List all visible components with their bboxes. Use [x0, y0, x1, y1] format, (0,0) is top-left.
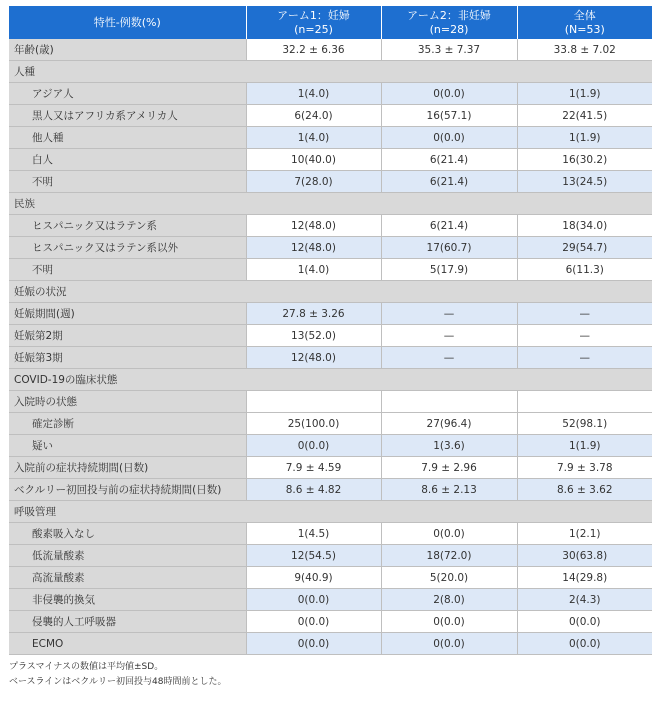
table-row	[9, 83, 652, 105]
row-label: 高流量酸素	[9, 567, 246, 589]
table-header-row	[9, 6, 652, 39]
total-value: 29(54.7)	[517, 237, 652, 259]
arm1-value: 0(0.0)	[246, 435, 381, 457]
arm1-value: 12(48.0)	[246, 215, 381, 237]
arm1-value: 12(48.0)	[246, 237, 381, 259]
arm1-value: 0(0.0)	[246, 611, 381, 633]
section-label: 民族	[9, 193, 652, 215]
row-label: 黒人又はアフリカ系アメリカ人	[9, 105, 246, 127]
header-characteristic: 特性-例数(%)	[9, 6, 246, 39]
total-value	[517, 391, 652, 413]
table-row	[9, 457, 652, 479]
footnote: プラスマイナスの数値は平均値±SD。	[9, 662, 164, 672]
arm1-value: 27.8 ± 3.26	[246, 303, 381, 325]
section-header-row	[9, 281, 652, 303]
row-label: 酸素吸入なし	[9, 523, 246, 545]
arm1-value: 10(40.0)	[246, 149, 381, 171]
table-row	[9, 589, 652, 611]
arm1-value: 0(0.0)	[246, 589, 381, 611]
table-row	[9, 325, 652, 347]
arm2-value: 6(21.4)	[381, 149, 517, 171]
table-row	[9, 435, 652, 457]
total-value: 8.6 ± 3.62	[517, 479, 652, 501]
row-label: 侵襲的人工呼吸器	[9, 611, 246, 633]
arm2-value	[381, 391, 517, 413]
total-value: 1(1.9)	[517, 435, 652, 457]
total-value: —	[517, 303, 652, 325]
row-label: 妊娠第3期	[9, 347, 246, 369]
arm2-value: 0(0.0)	[381, 611, 517, 633]
row-label: 不明	[9, 259, 246, 281]
row-label: ヒスパニック又はラテン系	[9, 215, 246, 237]
arm1-value: 9(40.9)	[246, 567, 381, 589]
arm2-value: 0(0.0)	[381, 127, 517, 149]
arm2-value: 18(72.0)	[381, 545, 517, 567]
total-value: 30(63.8)	[517, 545, 652, 567]
table-row	[9, 391, 652, 413]
total-value: 2(4.3)	[517, 589, 652, 611]
section-label: COVID-19の臨床状態	[9, 369, 652, 391]
arm2-value: 0(0.0)	[381, 83, 517, 105]
total-value: 0(0.0)	[517, 633, 652, 655]
table-row	[9, 303, 652, 325]
table-row	[9, 567, 652, 589]
arm2-value: 8.6 ± 2.13	[381, 479, 517, 501]
total-value: 16(30.2)	[517, 149, 652, 171]
arm2-value: 0(0.0)	[381, 633, 517, 655]
total-value: 7.9 ± 3.78	[517, 457, 652, 479]
arm1-value: 12(54.5)	[246, 545, 381, 567]
total-value: —	[517, 325, 652, 347]
table-row	[9, 127, 652, 149]
row-label: アジア人	[9, 83, 246, 105]
section-header-row	[9, 369, 652, 391]
total-value: 0(0.0)	[517, 611, 652, 633]
row-label: 妊娠第2期	[9, 325, 246, 347]
total-value: 1(1.9)	[517, 83, 652, 105]
arm2-value: 6(21.4)	[381, 171, 517, 193]
arm1-value: 6(24.0)	[246, 105, 381, 127]
table-row	[9, 633, 652, 655]
row-label: 妊娠期間(週)	[9, 303, 246, 325]
footnotes	[9, 660, 226, 690]
row-label: ECMO	[9, 633, 246, 655]
arm2-value: 5(17.9)	[381, 259, 517, 281]
arm1-value: 1(4.0)	[246, 259, 381, 281]
section-label: 妊娠の状況	[9, 281, 652, 303]
table-row	[9, 479, 652, 501]
row-label: ベクルリー初回投与前の症状持続期間(日数)	[9, 479, 246, 501]
total-value: 22(41.5)	[517, 105, 652, 127]
total-value: 33.8 ± 7.02	[517, 39, 652, 61]
arm1-value: 25(100.0)	[246, 413, 381, 435]
arm2-value: 5(20.0)	[381, 567, 517, 589]
table-row	[9, 105, 652, 127]
arm1-value: 13(52.0)	[246, 325, 381, 347]
baseline-characteristics-table-container	[9, 6, 652, 655]
section-header-row	[9, 61, 652, 83]
row-label: 非侵襲的換気	[9, 589, 246, 611]
arm1-value: 1(4.0)	[246, 83, 381, 105]
header-arm1: アーム1：妊婦 (n=25)	[246, 6, 381, 39]
table-row	[9, 611, 652, 633]
arm2-value: 1(3.6)	[381, 435, 517, 457]
total-value: 1(2.1)	[517, 523, 652, 545]
row-label: 確定診断	[9, 413, 246, 435]
row-label: 不明	[9, 171, 246, 193]
arm2-value: 6(21.4)	[381, 215, 517, 237]
arm2-value: 7.9 ± 2.96	[381, 457, 517, 479]
arm2-value: 16(57.1)	[381, 105, 517, 127]
table-row	[9, 413, 652, 435]
table-row	[9, 347, 652, 369]
arm2-value: 27(96.4)	[381, 413, 517, 435]
baseline-characteristics-table	[9, 6, 652, 655]
total-value: 13(24.5)	[517, 171, 652, 193]
arm2-value: 35.3 ± 7.37	[381, 39, 517, 61]
row-label: 入院前の症状持続期間(日数)	[9, 457, 246, 479]
arm1-value: 1(4.0)	[246, 127, 381, 149]
table-body	[9, 39, 652, 655]
arm2-value: 2(8.0)	[381, 589, 517, 611]
arm1-value: 7.9 ± 4.59	[246, 457, 381, 479]
arm1-value: 0(0.0)	[246, 633, 381, 655]
total-value: 6(11.3)	[517, 259, 652, 281]
table-row	[9, 171, 652, 193]
table-row	[9, 523, 652, 545]
arm1-value: 32.2 ± 6.36	[246, 39, 381, 61]
arm2-value: —	[381, 325, 517, 347]
row-label: 疑い	[9, 435, 246, 457]
row-label: 他人種	[9, 127, 246, 149]
arm2-value: 17(60.7)	[381, 237, 517, 259]
footnote: ベースラインはベクルリー初回投与48時間前とした。	[9, 677, 227, 687]
section-header-row	[9, 501, 652, 523]
row-label: 入院時の状態	[9, 391, 246, 413]
arm2-value: —	[381, 303, 517, 325]
arm1-value: 8.6 ± 4.82	[246, 479, 381, 501]
total-value: 14(29.8)	[517, 567, 652, 589]
total-value: 52(98.1)	[517, 413, 652, 435]
arm1-value: 1(4.5)	[246, 523, 381, 545]
arm2-value: —	[381, 347, 517, 369]
total-value: —	[517, 347, 652, 369]
table-row	[9, 215, 652, 237]
arm1-value	[246, 391, 381, 413]
row-label: 白人	[9, 149, 246, 171]
arm2-value: 0(0.0)	[381, 523, 517, 545]
arm1-value: 7(28.0)	[246, 171, 381, 193]
table-row	[9, 259, 652, 281]
table-row	[9, 545, 652, 567]
table-row	[9, 149, 652, 171]
section-label: 呼吸管理	[9, 501, 652, 523]
table-row	[9, 237, 652, 259]
total-value: 1(1.9)	[517, 127, 652, 149]
row-label: 年齢(歳)	[9, 39, 246, 61]
section-header-row	[9, 193, 652, 215]
arm1-value: 12(48.0)	[246, 347, 381, 369]
section-label: 人種	[9, 61, 652, 83]
row-label: 低流量酸素	[9, 545, 246, 567]
table-row	[9, 39, 652, 61]
header-arm2: アーム2：非妊婦 (n=28)	[381, 6, 517, 39]
row-label: ヒスパニック又はラテン系以外	[9, 237, 246, 259]
total-value: 18(34.0)	[517, 215, 652, 237]
header-total: 全体 (N=53)	[517, 6, 652, 39]
